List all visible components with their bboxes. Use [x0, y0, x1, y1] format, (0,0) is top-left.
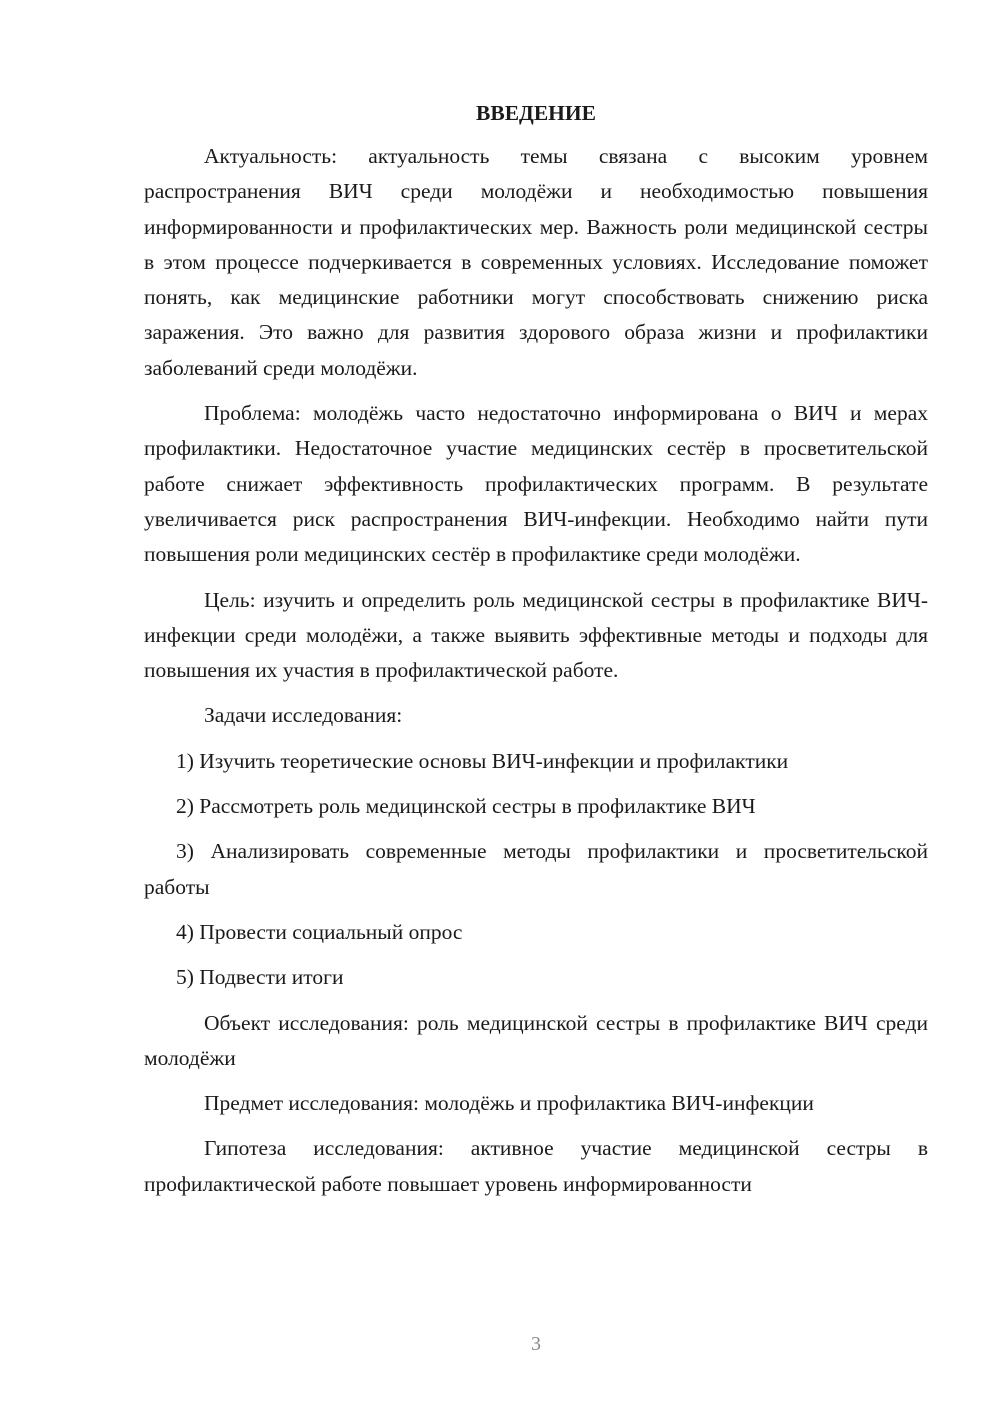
task-item-1: 1) Изучить теоретические основы ВИЧ-инфекции и профилактики [176, 748, 789, 773]
paragraph-object: Объект исследования: роль медицинской сестры в профилактике ВИЧ среди молодёжи [144, 1010, 928, 1070]
paragraph-relevance: Актуальность: актуальность темы связана с высоким уровнем распространения ВИЧ среди молодёжи и необходимостью повышения информированности и профилактических мер. Важность роли медицинской сестры в этом процессе подчеркивается в современных условиях. Исследование поможет понять, как медицинские работники могут способствовать снижению риска заражения. Это важно для развития здорового образа жизни и профилактики заболеваний среди молодёжи. [144, 144, 928, 380]
task-item-5: 5) Подвести итоги [176, 965, 344, 990]
tasks-heading: Задачи исследования: [204, 703, 403, 728]
paragraph-problem: Проблема: молодёжь часто недостаточно информирована о ВИЧ и мерах профилактики. Недостаточное участие медицинских сестёр в просветительской работе снижает эффективность профилактических программ. В результате увеличивается риск распространения ВИЧ-инфекции. Необходимо найти пути повышения роли медицинских сестёр в профилактике среди молодёжи. [144, 401, 928, 567]
task-item-2: 2) Рассмотреть роль медицинской сестры в профилактике ВИЧ [176, 794, 756, 819]
paragraph-hypothesis: Гипотеза исследования: активное участие медицинской сестры в профилактической работе повышает уровень информированности [144, 1136, 928, 1196]
paragraph-subject: Предмет исследования: молодёжь и профилактика ВИЧ-инфекции [204, 1091, 814, 1116]
task-item-4: 4) Провести социальный опрос [176, 919, 463, 944]
paragraph-goal: Цель: изучить и определить роль медицинской сестры в профилактике ВИЧ-инфекции среди молодёжи, а также выявить эффективные методы и подходы для повышения их участия в профилактической работе. [144, 587, 928, 683]
page-content [144, 96, 928, 1212]
task-item-3: 3) Анализировать современные методы профилактики и просветительской работы [144, 839, 928, 899]
page-number: 3 [531, 1333, 541, 1355]
section-heading: ВВЕДЕНИЕ [476, 101, 596, 125]
